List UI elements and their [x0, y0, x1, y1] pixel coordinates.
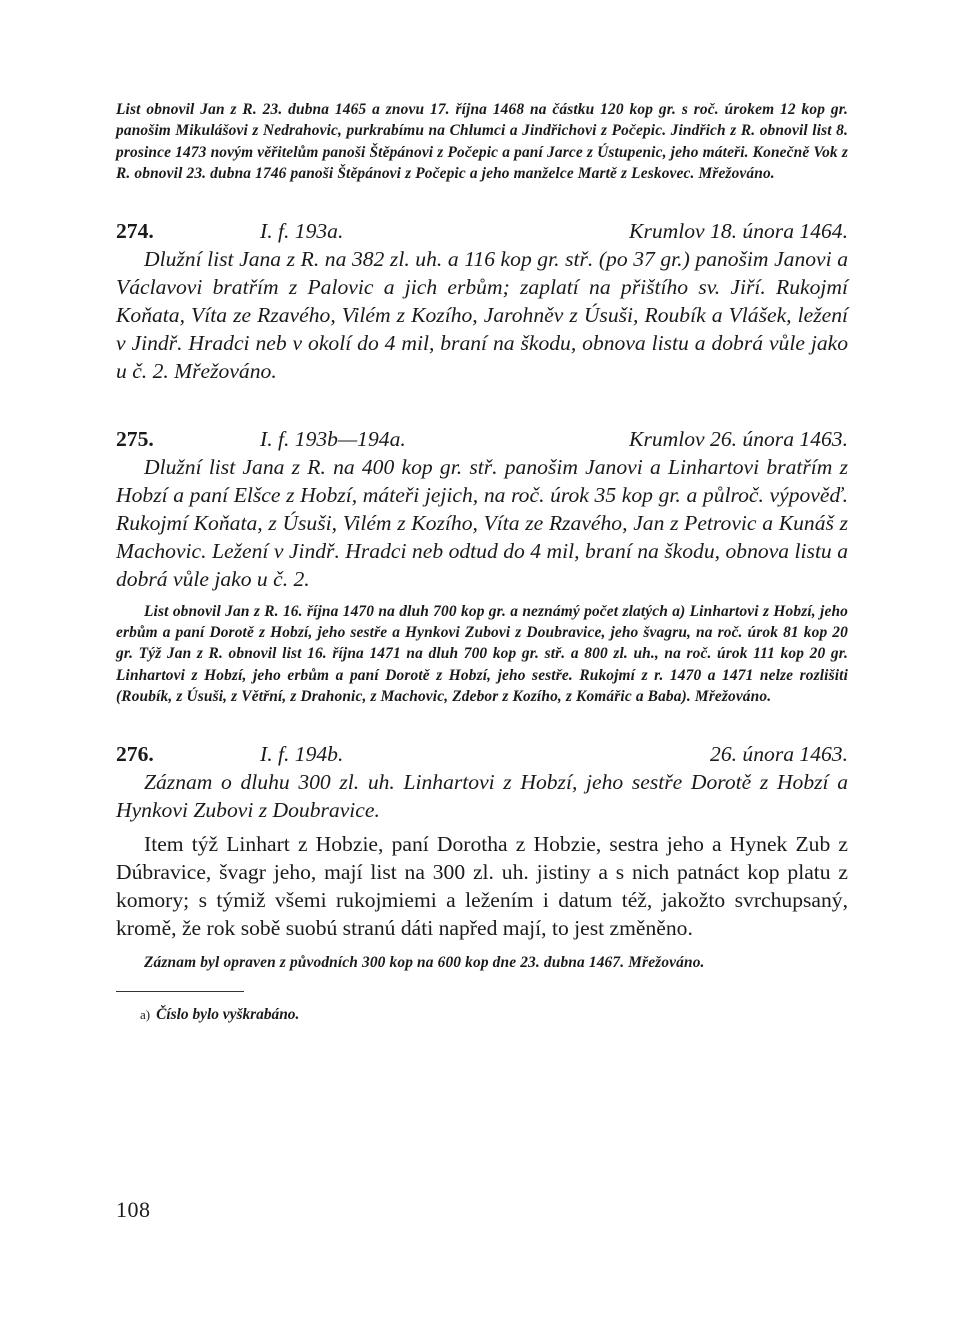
- entry-date: Krumlov 18. února 1464.: [629, 218, 848, 243]
- entry-date: Krumlov 26. února 1463.: [629, 426, 848, 451]
- entry-folio: I. f. 193a.: [260, 218, 344, 243]
- entry-date: 26. února 1463.: [710, 741, 848, 766]
- document-page: [116, 99, 848, 1025]
- entry-quote-276: Item týž Linhart z Hobzie, paní Dorotha z Hobzie, sestra jeho a Hynek Zub z Dúbravice, švagr jeho, mají list na 300 zl. uh. jistiny a s nich patnáct kop platu z komory; s týmiž všemi rukojmiemi a ležením i datum též, jakožto svrchupsaný, kromě, že rok sobě suobú stranú dáti napřed mají, to jest změněno.: [116, 831, 848, 940]
- entry-text-276: Záznam o dluhu 300 zl. uh. Linhartovi z Hobzí, jeho sestře Dorotě z Hobzí a Hynkovi Zubovi z Doubravice.: [116, 769, 848, 822]
- footnote: [116, 1004, 848, 1025]
- entry-number: 274.: [116, 218, 154, 243]
- top-note: List obnovil Jan z R. 23. dubna 1465 a znovu 17. října 1468 na částku 120 kop gr. s roč. úrokem 12 kop gr. panošim Mikulášovi z Nedrahovic, purkrabímu na Chlumci a Jindřichovi z Počepic. Jindřich z R. obnovil list 8. prosince 1473 novým věřitelům panoši Štěpánovi z Počepic a paní Jarce z Ústupenic, jeho máteři. Konečně Vok z R. obnovil 23. dubna 1746 panoši Štěpánovi z Počepic a jeho manželce Martě z Leskovec. Mřežováno.: [116, 101, 848, 183]
- entry-folio: I. f. 194b.: [260, 741, 344, 766]
- entry-header-276: [116, 740, 848, 768]
- entry-text-275: Dlužní list Jana z R. na 400 kop gr. stř. panošim Janovi a Linhartovi bratřím z Hobzí a paní Elšce z Hobzí, máteři jejich, na roč. úrok 35 kop gr. a půlroč. výpověď. Rukojmí Koňata, z Úsuši, Vilém z Kozího, Víta ze Rzavého, Jan z Petrovic a Kunáš z Machovic. Ležení v Jindř. Hradci neb odtud do 4 mil, braní na škodu, obnova listu a dobrá vůle jako u č. 2.: [116, 454, 848, 591]
- entry-text-274: Dlužní list Jana z R. na 382 zl. uh. a 116 kop gr. stř. (po 37 gr.) panošim Janovi a Václavovi bratřím z Palovic a jich erbům; zaplatí na přištího sv. Jiří. Rukojmí Koňata, Víta ze Rzavého, Vilém z Kozího, Jarohněv z Úsuši, Roubík a Vlášek, ležení v Jindř. Hradci neb v okolí do 4 mil, braní na škodu, obnova listu a dobrá vůle jako u č. 2. Mřežováno.: [116, 246, 848, 383]
- entry-number: 275.: [116, 426, 154, 451]
- footnote-mark: a): [140, 1007, 151, 1023]
- entry-header-274: [116, 217, 848, 245]
- page-number: 108: [116, 1197, 151, 1222]
- entry-folio: I. f. 193b—194a.: [260, 426, 406, 451]
- footnote-text: Číslo bylo vyškrabáno.: [156, 1006, 300, 1024]
- entry-number: 276.: [116, 741, 154, 766]
- footnote-divider: [116, 991, 244, 992]
- entry-note-276: Záznam byl opraven z původních 300 kop na 600 kop dne 23. dubna 1467. Mřežováno.: [144, 953, 705, 971]
- entry-header-275: [116, 425, 848, 453]
- entry-note-275: List obnovil Jan z R. 16. října 1470 na dluh 700 kop gr. a neznámý počet zlatých a) Linhartovi z Hobzí, jeho erbům a paní Dorotě z Hobzí, jeho sestře a Hynkovi Zubovi z Doubravice, jeho švagru, na roč. úrok 81 kop 20 gr. Týž Jan z R. obnovil list 16. října 1471 na dluh 700 kop gr. stř. a 800 zl. uh., na roč. úrok 111 kop 20 gr. Linhartovi z Hobzí, jeho erbům a paní Dorotě z Hobzí, jeho sestře. Rukojmí z r. 1470 a 1471 nelze rozlišiti (Roubík, z Úsuši, z Větřní, z Drahonic, z Machovic, Zdebor z Kozího, z Komářic a Baba). Mřežováno.: [116, 602, 848, 706]
